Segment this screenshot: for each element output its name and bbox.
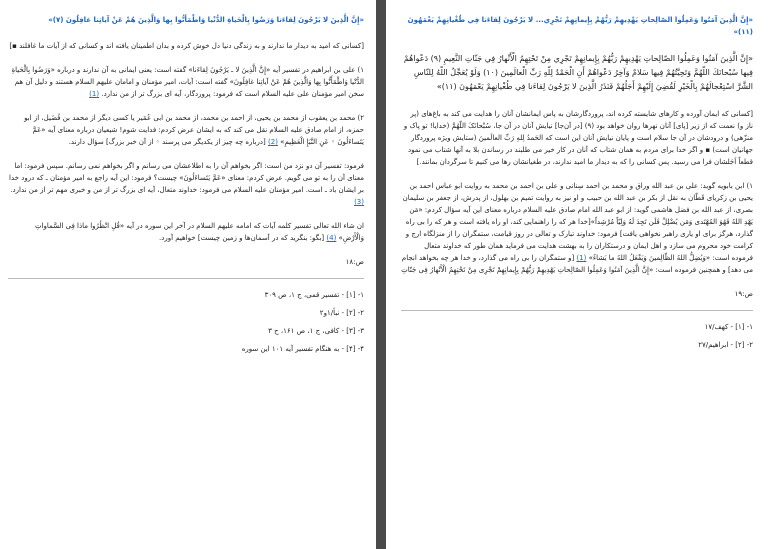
translation-paragraph: [کسانی که ایمان آورده و کارهای شایسته کرده اند، پروردگارشان به پاس ایمانشان آنان را هدایت می کند به باغ‌های (پر ناز و) نعمت که از زیر [پای] آنان نهرها روان خواهد بود (٩) [در آن‌جا] نیایش آنان در آن جا، سُبْحانَکَ اللّهُمَّ (خدایا! تو پاک و منزّهی) و درودشان در آن جا سلام است و پایان نیایش آنان این است که الحَمدُ لِلهِ رَبِّ العالَمینَ (ستایش ویژه پروردگار جهانیان است) ▪ و اگر خدا برای مردم به همان شتاب که آنان در کار خیر می طلبند در رساندن بلا به آنها شتاب می نمود قطعاً اَجَلشان فرا می رسید. پس کسانی را که به دیدار ما امید ندارند، در طغیانشان رها می کنیم تا سرگردان بمانند.] (403, 110, 753, 166)
footnote-divider (401, 310, 753, 311)
footnote-divider (8, 278, 364, 279)
footnote-link-4[interactable]: (4) (326, 234, 337, 242)
footnote-item: ١- [١] - تفسیر قمی، ج ١، ص ٣٠٩ (264, 291, 364, 299)
quran-verse-text: «إِنَّ الَّذِينَ آمَنُوا وَعَمِلُوا الصّالِحاتِ يَهْدِيهِمْ رَبُّهُمْ بِإِيمانِهِمْ تَجْرِي مِنْ تَحْتِهِمُ الْأَنْهارُ فِي جَنّاتِ النَّعِيمِ (٩) دَعْواهُمْ فِيها سُبْحانَكَ اللّهُمَّ وَتَحِيَّتُهُمْ فِيها سَلامٌ وَآخِرُ دَعْواهُمْ أَنِ الْحَمْدُ لِلّهِ رَبِّ الْعالَمِينَ (١٠) وَلَوْ يُعَجِّلُ اللّهُ لِلنّاسِ الشَّرَّ اسْتِعْجالَهُمْ بِالْخَيْرِ لَقُضِيَ إِلَيْهِمْ أَجَلُهُمْ فَنَذَرُ الَّذِينَ لا يَرْجُونَ لِقاءَنا فِي طُغْيانِهِمْ يَعْمَهُونَ (١١)» (403, 54, 753, 91)
footnote-item: ۴- [۴] - به هنگام تفسیر آیه ١٠١ این سوره (241, 345, 364, 353)
page-divider (376, 0, 386, 549)
right-page (391, 0, 761, 549)
paragraph-text: [درباره چه چیز از یکدیگر می پرسند ◦ از آن خبر بزرگ] سؤال دارند. (68, 138, 266, 146)
commentary-paragraph-2 (8, 112, 364, 148)
paragraph-text: فرمود: تفسیر آن دو نزد من است: اگر بخواهم آن را به اطلاعشان می رسانم و اگر بخواهم نمی رسانم. سپس فرمود: اما معنای آن را به تو می گویم. عرض کردم: معنای «عَمَّ یَتَساءَلُونَ» چیست؟ فرمود: این آیه راجع به امیر مؤمنان ـ که درود خدا بر ایشان باد ـ است. امیر مؤمنان علیه السلام می فرمود: خداوند متعال، آیه ای بزرگ تر از من و خبری مهم تر از من ندارد. (9, 162, 364, 194)
left-page (0, 0, 370, 549)
paragraph-text: [بگو: بنگرید که در آسمان‌ها و زمین چیست] خواهیم آورد. (159, 234, 325, 242)
verse-heading: «إِنَّ الَّذِينَ آمَنُوا وَعَمِلُوا الصّالِحاتِ يَهْدِيهِمْ رَبُّهُمْ بِإِيمانِهِمْ تَجْرِي... لا يَرْجُونَ لِقاءَنا فِي طُغْيانِهِمْ يَعْمَهُونَ (١١)» (407, 16, 753, 36)
paragraph-text: ان شاء الله تعالی تفسیر کلمه آیات که امامه علیهم السلام در آخر این سوره در آیه «قُلِ انْظُرُوا ماذا فِی السَّماواتِ وَالْأَرْضِ» (34, 222, 364, 242)
page-number: ص:١٨ (345, 258, 364, 266)
footnote-link-3[interactable]: (3) (354, 198, 364, 206)
page-number: ص:١٩ (734, 290, 753, 298)
footnote-link-2[interactable]: (1) (576, 254, 587, 262)
paragraph-text: [و ستمگران را بی راه می گذارد، و خدا هر چه بخواهد انجام می دهد] و همچنین فرموده است: «إِنَّ الَّذِینَ آمَنُوا وَعَمِلُوا الصّالِحاتِ یَهْدِیهِمْ رَبُّهُمْ بِإِیمانِهِمْ تَجْرِی مِنْ تَحْتِهِمُ الْأَنْهارُ فِی جَنّاتِ (401, 254, 753, 274)
commentary-paragraph-1 (8, 64, 364, 100)
footnote-item: ٣- [٣] - کافی، ج ١، ص ١۶١، ح ٣ (268, 327, 364, 335)
footnote-link-1[interactable]: (1) (89, 90, 100, 98)
paragraph-text: ١) علی بن ابراهیم در تفسیر آیه «إِنَّ الَّذِینَ لا ـ یَرْجُونَ لِقاءَنا» گفته است: یعنی ایمانی به آن ندارند و درباره «وَرَضُوا بِالْحَیاةِ الدُّنْیا وَاطْمَأَنُّوا بِها وَالَّذِینَ هُمْ عَنْ آیاتِنا غافِلُونَ» گفته است: آیات، امیر مؤمنان و امامان علیهم السلام هستند و دلیل آن هم سخن امیر مؤمنان علی علیه السلام است که فرمود: پروردگار، آیه ای بزرگ تر از من ندارد. (11, 66, 364, 98)
paragraph-text: ١) ابن بابویه گوید: علی بن عبد الله وراق و محمد بن احمد سِنانی و علی بن احمد بن محمد به روایت ابو عباس احمد بن یحیی بن زکریای قَطّان به نقل از بکر بن عبد الله بن حبیب و او نیز به روایت تمیم بن بهلول، از پدرش، از جعفر بن سلیمان بصری، از عبد الله بن فضل هاشمی گوید: از ابو عبد الله امام صادق علیه السلام درباره معنای این آیه سؤال کردم: «مَن یَهْدِ اللهُ فَهُوَ المُهْتَدی وَمَن یُضْلِلْ فَلَن تَجِدَ لَهُ وَلِیّاً مُرْشِداً»[خدا هر که را راهنمایی کند، او راه یافته است و هر که را بی راه گذارد، هرگز برای او یاری راهبر نخواهی یافت] فرمود: خداوند تبارک و تعالی در روز قیامت، ستمگران را از منزلگاه ارج و کرامت خود محروم می سازد و اهل ایمان و درستکاران را به بهشت هدایت می فرماید همان طور که خداوند متعال فرموده است: «وَیُضِلُّ اللهُ الظّالِمینَ وَیَفْعَلُ اللهُ ما یَشاءُ» (402, 182, 753, 262)
commentary-paragraph-4 (8, 220, 364, 244)
footnote-list (401, 321, 753, 351)
paragraph-text: ٢) محمد بن یعقوب از محمد بن یحیی، از احمد بن محمد، از محمد بن ابی عُمَیر یا کسی دیگر از محمد بن فُضَیل، از ابو حمزه، از امام صادق علیه السلام نقل می کند که به ایشان عرض کردم: فدایت شوم! شیعیان درباره معنای آیه «عَمَّ یَتَساءَلُونَ ◦ عَنِ النَّبَإِ الْعَظِیمِ» (24, 114, 364, 146)
footnote-item: ٢- [٢] - ابراهیم/٢٧ (698, 341, 753, 349)
footnote-item: ٢- [٢] - نبأ/١و٢ (319, 309, 364, 317)
footnote-item: ١- [١] - کهف/١٧ (704, 323, 753, 331)
commentary-paragraph-3 (8, 160, 364, 208)
footnote-link-2[interactable]: (2) (267, 138, 278, 146)
footnote-list (8, 289, 364, 355)
commentary-paragraph-1 (401, 180, 753, 276)
verse-heading: «إِنَّ الَّذِينَ لا يَرْجُونَ لِقاءَنا وَرَضُوا بِالْحَياةِ الدُّنْيا وَاطْمَأَنُّوا بِها وَالَّذِينَ هُمْ عَنْ آياتِنا غافِلُونَ (٧)» (48, 16, 364, 24)
translation-paragraph: [کسانی که امید به دیدار ما ندارند و به زندگی دنیا دل خوش کرده و بدان اطمینان یافته اند و کسانی که از آیات ما غافلند ▪] (9, 42, 364, 50)
